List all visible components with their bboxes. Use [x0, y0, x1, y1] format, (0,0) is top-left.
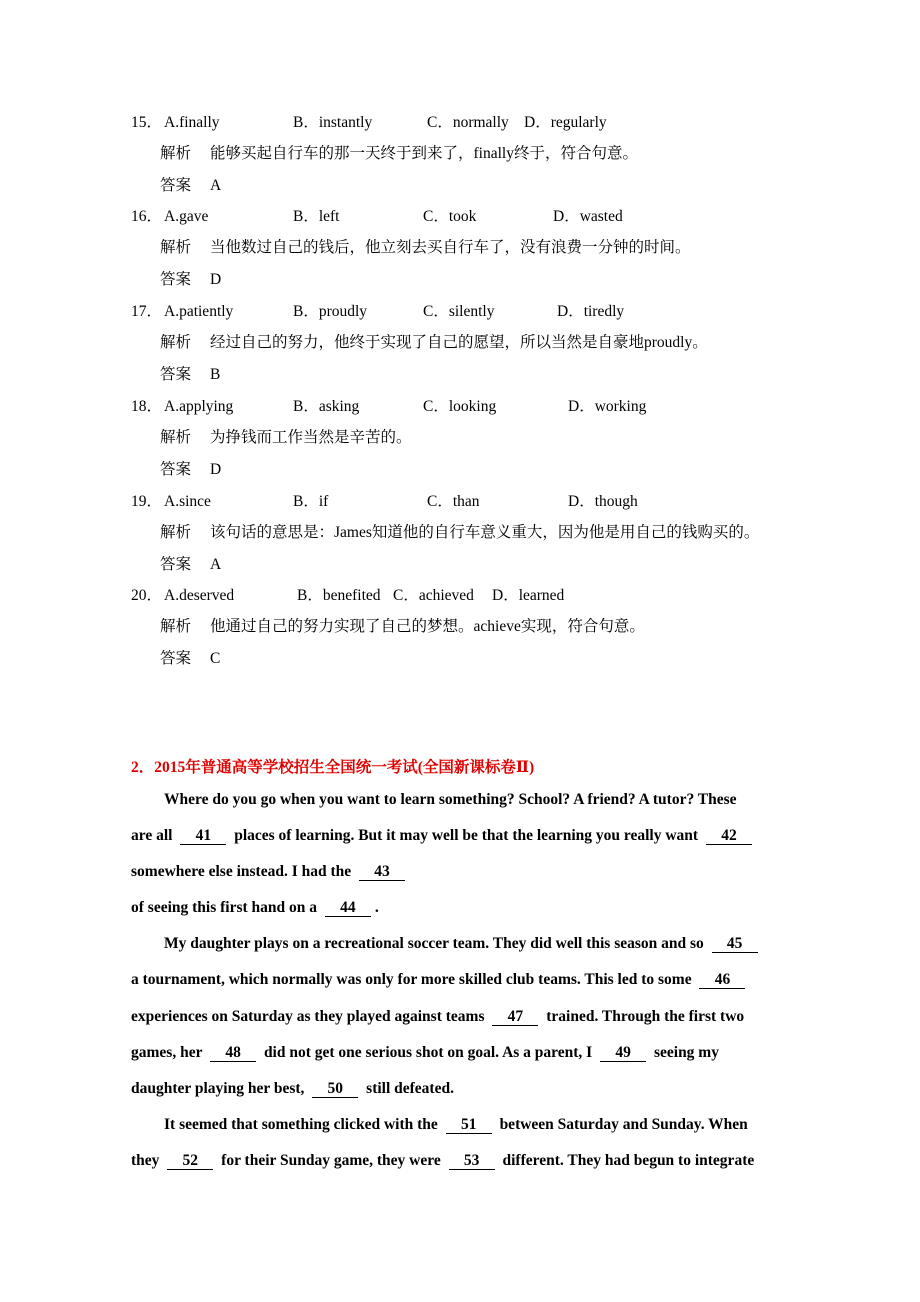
analysis-line	[160, 428, 412, 448]
answer-line	[160, 270, 221, 290]
blank-48: 48	[210, 1044, 256, 1062]
option-b: B．proudly	[293, 303, 368, 320]
analysis-text: 该句话的意思是：James知道他的自行车意义重大，因为他是用自己的钱购买的。	[210, 524, 760, 541]
analysis-text: 他通过自己的努力实现了自己的梦想。achieve实现，符合句意。	[210, 618, 645, 635]
option-c: C．looking	[423, 398, 497, 415]
option-b: B．left	[293, 208, 340, 225]
option-b: B．asking	[293, 398, 360, 415]
analysis-line	[160, 617, 645, 637]
analysis-text: 经过自己的努力，他终于实现了自己的愿望，所以当然是自豪地proudly。	[210, 334, 708, 351]
passage-line	[131, 1007, 744, 1027]
passage-line	[131, 970, 749, 990]
analysis-line	[160, 144, 638, 164]
answer-value: C	[210, 650, 221, 667]
passage-text: for their Sunday game, they were	[217, 1152, 445, 1169]
answer-label: 答案	[160, 650, 192, 667]
option-d: D．tiredly	[557, 303, 625, 320]
passage-text: between Saturday and Sunday. When	[495, 1116, 748, 1133]
answer-value: D	[210, 461, 222, 478]
question-number: 19．	[131, 493, 163, 510]
passage-line	[131, 1079, 454, 1099]
answer-label: 答案	[160, 366, 192, 383]
passage-line	[131, 1043, 719, 1063]
answer-line	[160, 649, 220, 669]
analysis-label: 解析	[160, 524, 192, 541]
blank-52: 52	[167, 1152, 213, 1170]
passage-line	[131, 826, 756, 846]
blank-42: 42	[706, 827, 752, 845]
passage-text: trained. Through the first two	[542, 1008, 745, 1025]
option-a: A.finally	[164, 114, 220, 131]
option-a: A.deserved	[164, 587, 235, 604]
option-d: D．regularly	[524, 114, 607, 131]
passage-text: games, her	[131, 1044, 207, 1061]
answer-label: 答案	[160, 461, 192, 478]
passage-line	[131, 1151, 754, 1171]
option-a: A.applying	[164, 398, 234, 415]
answer-label: 答案	[160, 556, 192, 573]
passage-text: are all	[131, 827, 177, 844]
analysis-line	[160, 333, 708, 353]
blank-50: 50	[312, 1080, 358, 1098]
passage-text: daughter playing her best,	[131, 1080, 309, 1097]
option-a: A.since	[164, 493, 211, 510]
blank-41: 41	[180, 827, 226, 845]
blank-44: 44	[325, 899, 371, 917]
analysis-label: 解析	[160, 239, 192, 256]
passage-text: places of learning. But it may well be that the learning you really want	[230, 827, 702, 844]
blank-46: 46	[699, 971, 745, 989]
passage-text: different. They had begun to integrate	[498, 1152, 755, 1169]
question-number: 15．	[131, 114, 163, 131]
blank-53: 53	[449, 1152, 495, 1170]
analysis-text: 为挣钱而工作当然是辛苦的。	[210, 429, 412, 446]
passage-text: did not get one serious shot on goal. As a parent, I	[260, 1044, 597, 1061]
option-c: C．normally	[427, 114, 509, 131]
answer-label: 答案	[160, 177, 192, 194]
option-c: C．achieved	[393, 587, 474, 604]
passage-text: It seemed that something clicked with the	[164, 1116, 442, 1133]
passage-line	[131, 862, 409, 882]
section-heading: 2．2015年普通高等学校招生全国统一考试(全国新课标卷Ⅱ)	[131, 759, 535, 776]
option-d: D．wasted	[553, 208, 623, 225]
analysis-label: 解析	[160, 334, 192, 351]
option-a: A.patiently	[164, 303, 234, 320]
passage-text: .	[374, 899, 379, 916]
analysis-line	[160, 238, 691, 258]
option-c: C．took	[423, 208, 477, 225]
option-b: B．if	[293, 493, 329, 510]
passage-text: somewhere else instead. I had the	[131, 863, 356, 880]
analysis-line	[160, 523, 759, 543]
passage-line	[164, 1115, 748, 1135]
analysis-text: 当他数过自己的钱后，他立刻去买自行车了，没有浪费一分钟的时间。	[210, 239, 691, 256]
answer-value: A	[210, 556, 222, 573]
answer-value: B	[210, 366, 221, 383]
option-c: C．silently	[423, 303, 495, 320]
passage-text: a tournament, which normally was only for more skilled club teams. This led to some	[131, 971, 696, 988]
answer-value: D	[210, 271, 222, 288]
blank-43: 43	[359, 863, 405, 881]
blank-47: 47	[492, 1008, 538, 1026]
answer-value: A	[210, 177, 222, 194]
question-number: 17．	[131, 303, 163, 320]
blank-49: 49	[600, 1044, 646, 1062]
answer-line	[160, 555, 221, 575]
question-number: 16．	[131, 208, 163, 225]
passage-text: still defeated.	[362, 1080, 454, 1097]
passage-text: of seeing this first hand on a	[131, 899, 321, 916]
answer-label: 答案	[160, 271, 192, 288]
analysis-text: 能够买起自行车的那一天终于到来了，finally终于，符合句意。	[210, 145, 638, 162]
passage-line	[164, 934, 762, 954]
option-c: C．than	[427, 493, 480, 510]
option-b: B．instantly	[293, 114, 373, 131]
option-d: D．working	[568, 398, 647, 415]
analysis-label: 解析	[160, 618, 192, 635]
passage-text: experiences on Saturday as they played against teams	[131, 1008, 489, 1025]
passage-text: seeing my	[650, 1044, 719, 1061]
option-a: A.gave	[164, 208, 209, 225]
blank-51: 51	[446, 1116, 492, 1134]
passage-line	[164, 790, 737, 810]
answer-line	[160, 460, 221, 480]
analysis-label: 解析	[160, 429, 192, 446]
question-number: 18．	[131, 398, 163, 415]
option-b: B．benefited	[297, 587, 381, 604]
blank-45: 45	[712, 935, 758, 953]
analysis-label: 解析	[160, 145, 192, 162]
option-d: D．learned	[492, 587, 565, 604]
passage-text: Where do you go when you want to learn something? School? A friend? A tutor? These	[164, 791, 737, 808]
answer-line	[160, 176, 221, 196]
option-d: D．though	[568, 493, 638, 510]
passage-text: they	[131, 1152, 164, 1169]
passage-line	[131, 898, 379, 918]
passage-text: My daughter plays on a recreational soccer team. They did well this season and so	[164, 935, 708, 952]
answer-line	[160, 365, 220, 385]
question-number: 20．	[131, 587, 163, 604]
